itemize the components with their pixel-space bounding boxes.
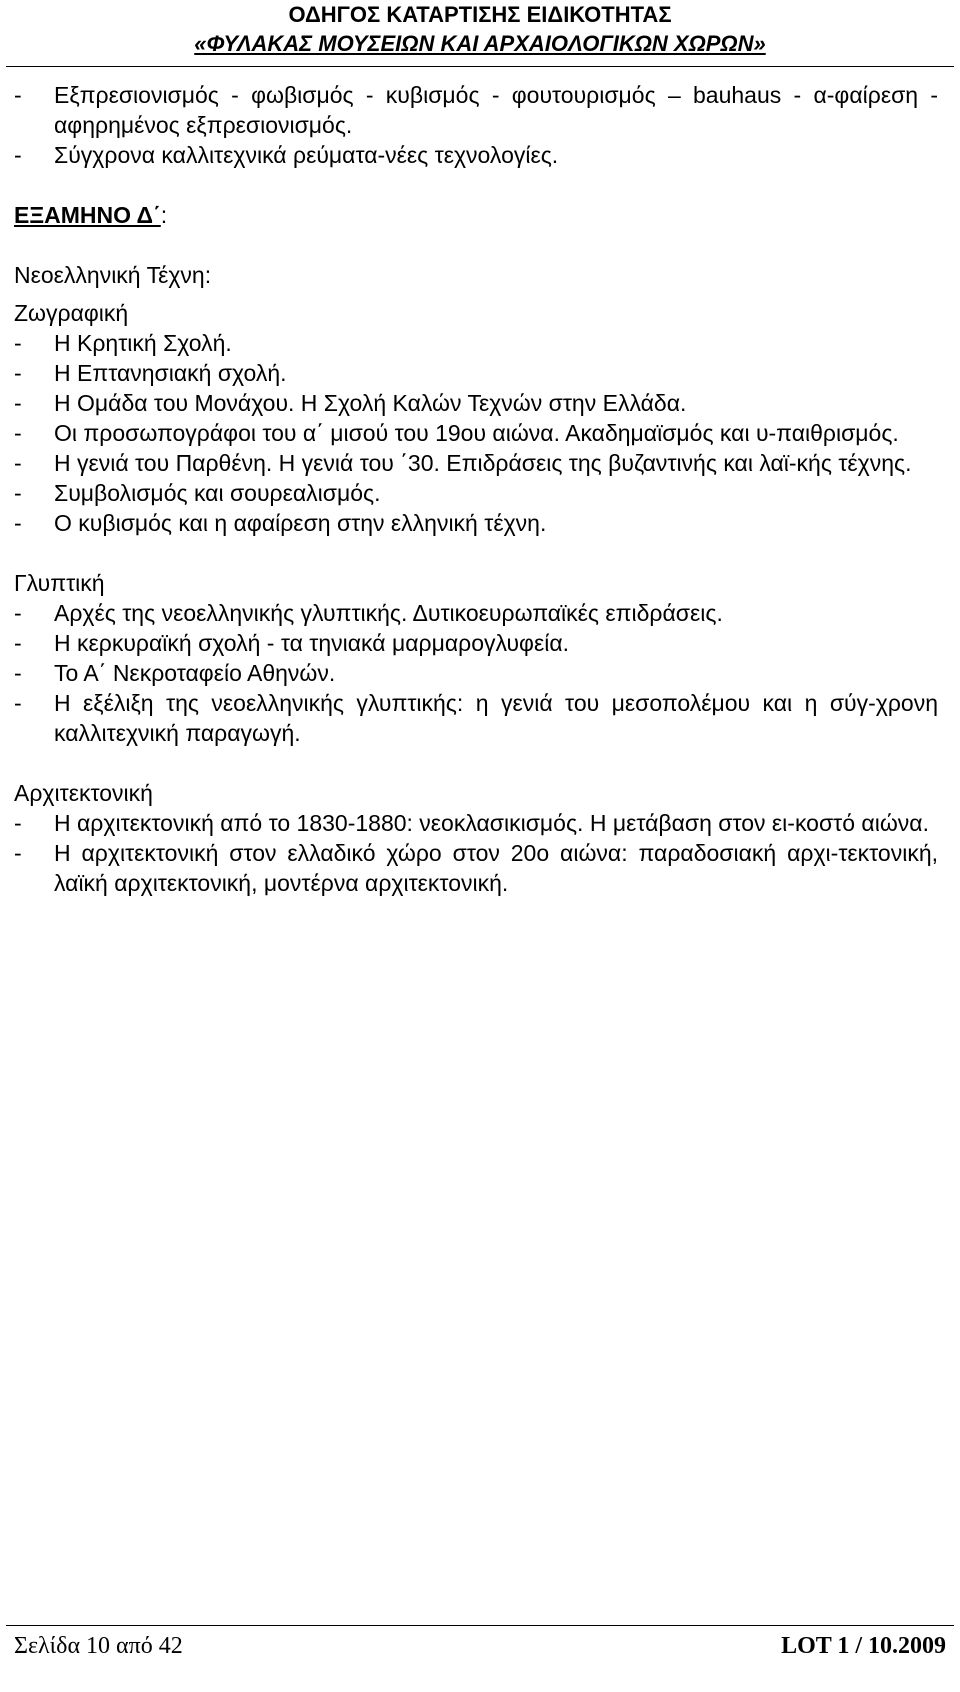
- list-item: - Το Α΄ Νεκροταφείο Αθηνών.: [14, 660, 336, 686]
- painting-section: [14, 298, 938, 538]
- header-divider: [6, 66, 954, 67]
- sculpture-section: [14, 568, 938, 748]
- list-item: - Η κερκυραϊκή σχολή - τα τηνιακά μαρμαρογλυφεία.: [14, 630, 570, 656]
- header-subtitle: «ΦΥΛΑΚΑΣ ΜΟΥΣΕΙΩΝ ΚΑΙ ΑΡΧΑΙΟΛΟΓΙΚΩΝ ΧΩΡΩΝ»: [194, 31, 766, 56]
- list-item: - Αρχές της νεοελληνικής γλυπτικής. Δυτικοευρωπαϊκές επιδράσεις.: [14, 600, 723, 626]
- painting-title: Ζωγραφική: [14, 300, 129, 326]
- semester-heading: ΕΞΑΜΗΝΟ Δ΄:: [14, 202, 168, 228]
- document-body: [14, 80, 938, 898]
- list-item: - Εξπρεσιονισμός - φωβισμός - κυβισμός - φουτουρισμός – bauhaus - α-φαίρεση - αφηρημένος εξπρεσιονισμός.: [14, 82, 938, 138]
- sculpture-title: Γλυπτική: [14, 570, 105, 596]
- list-item: - Η αρχιτεκτονική από το 1830-1880: νεοκλασικισμός. Η μετάβαση στον ει-κοστό αιώνα.: [14, 810, 929, 836]
- list-item: - Η Ομάδα του Μονάχου. Η Σχολή Καλών Τεχνών στην Ελλάδα.: [14, 390, 687, 416]
- intro-list: [14, 80, 938, 170]
- page-number: Σελίδα 10 από 42: [14, 1633, 183, 1659]
- list-item: - Σύγχρονα καλλιτεχνικά ρεύματα-νέες τεχνολογίες.: [14, 142, 559, 168]
- page-header: [0, 0, 960, 58]
- lot-code: LOT 1 / 10.2009: [781, 1633, 946, 1659]
- architecture-title: Αρχιτεκτονική: [14, 780, 153, 806]
- list-item: - Η γενιά του Παρθένη. Η γενιά του ΄30. Επιδράσεις της βυζαντινής και λαϊ-κής τέχνης.: [14, 450, 912, 476]
- list-item: - Η εξέλιξη της νεοελληνικής γλυπτικής: η γενιά του μεσοπολέμου και η σύγ-χρονη καλλιτεχνική παραγωγή.: [14, 690, 938, 746]
- list-item: - Συμβολισμός και σουρεαλισμός.: [14, 480, 381, 506]
- architecture-section: [14, 778, 938, 898]
- footer-divider: [6, 1625, 954, 1626]
- list-item: - Η Κρητική Σχολή.: [14, 330, 232, 356]
- list-item: - Ο κυβισμός και η αφαίρεση στην ελληνική τέχνη.: [14, 510, 547, 536]
- list-item: - Η Επτανησιακή σχολή.: [14, 360, 287, 386]
- list-item: - Η αρχιτεκτονική στον ελλαδικό χώρο στον 20ο αιώνα: παραδοσιακή αρχι-τεκτονική, λαϊκή αρχιτεκτονική, μοντέρνα αρχιτεκτονική.: [14, 840, 938, 896]
- header-title: ΟΔΗΓΟΣ ΚΑΤΑΡΤΙΣΗΣ ΕΙΔΙΚΟΤΗΤΑΣ: [288, 2, 672, 27]
- list-item: - Οι προσωπογράφοι του α΄ μισού του 19ου αιώνα. Ακαδημαϊσμός και υ-παιθρισμός.: [14, 420, 899, 446]
- art-heading: Νεοελληνική Τέχνη:: [14, 262, 212, 288]
